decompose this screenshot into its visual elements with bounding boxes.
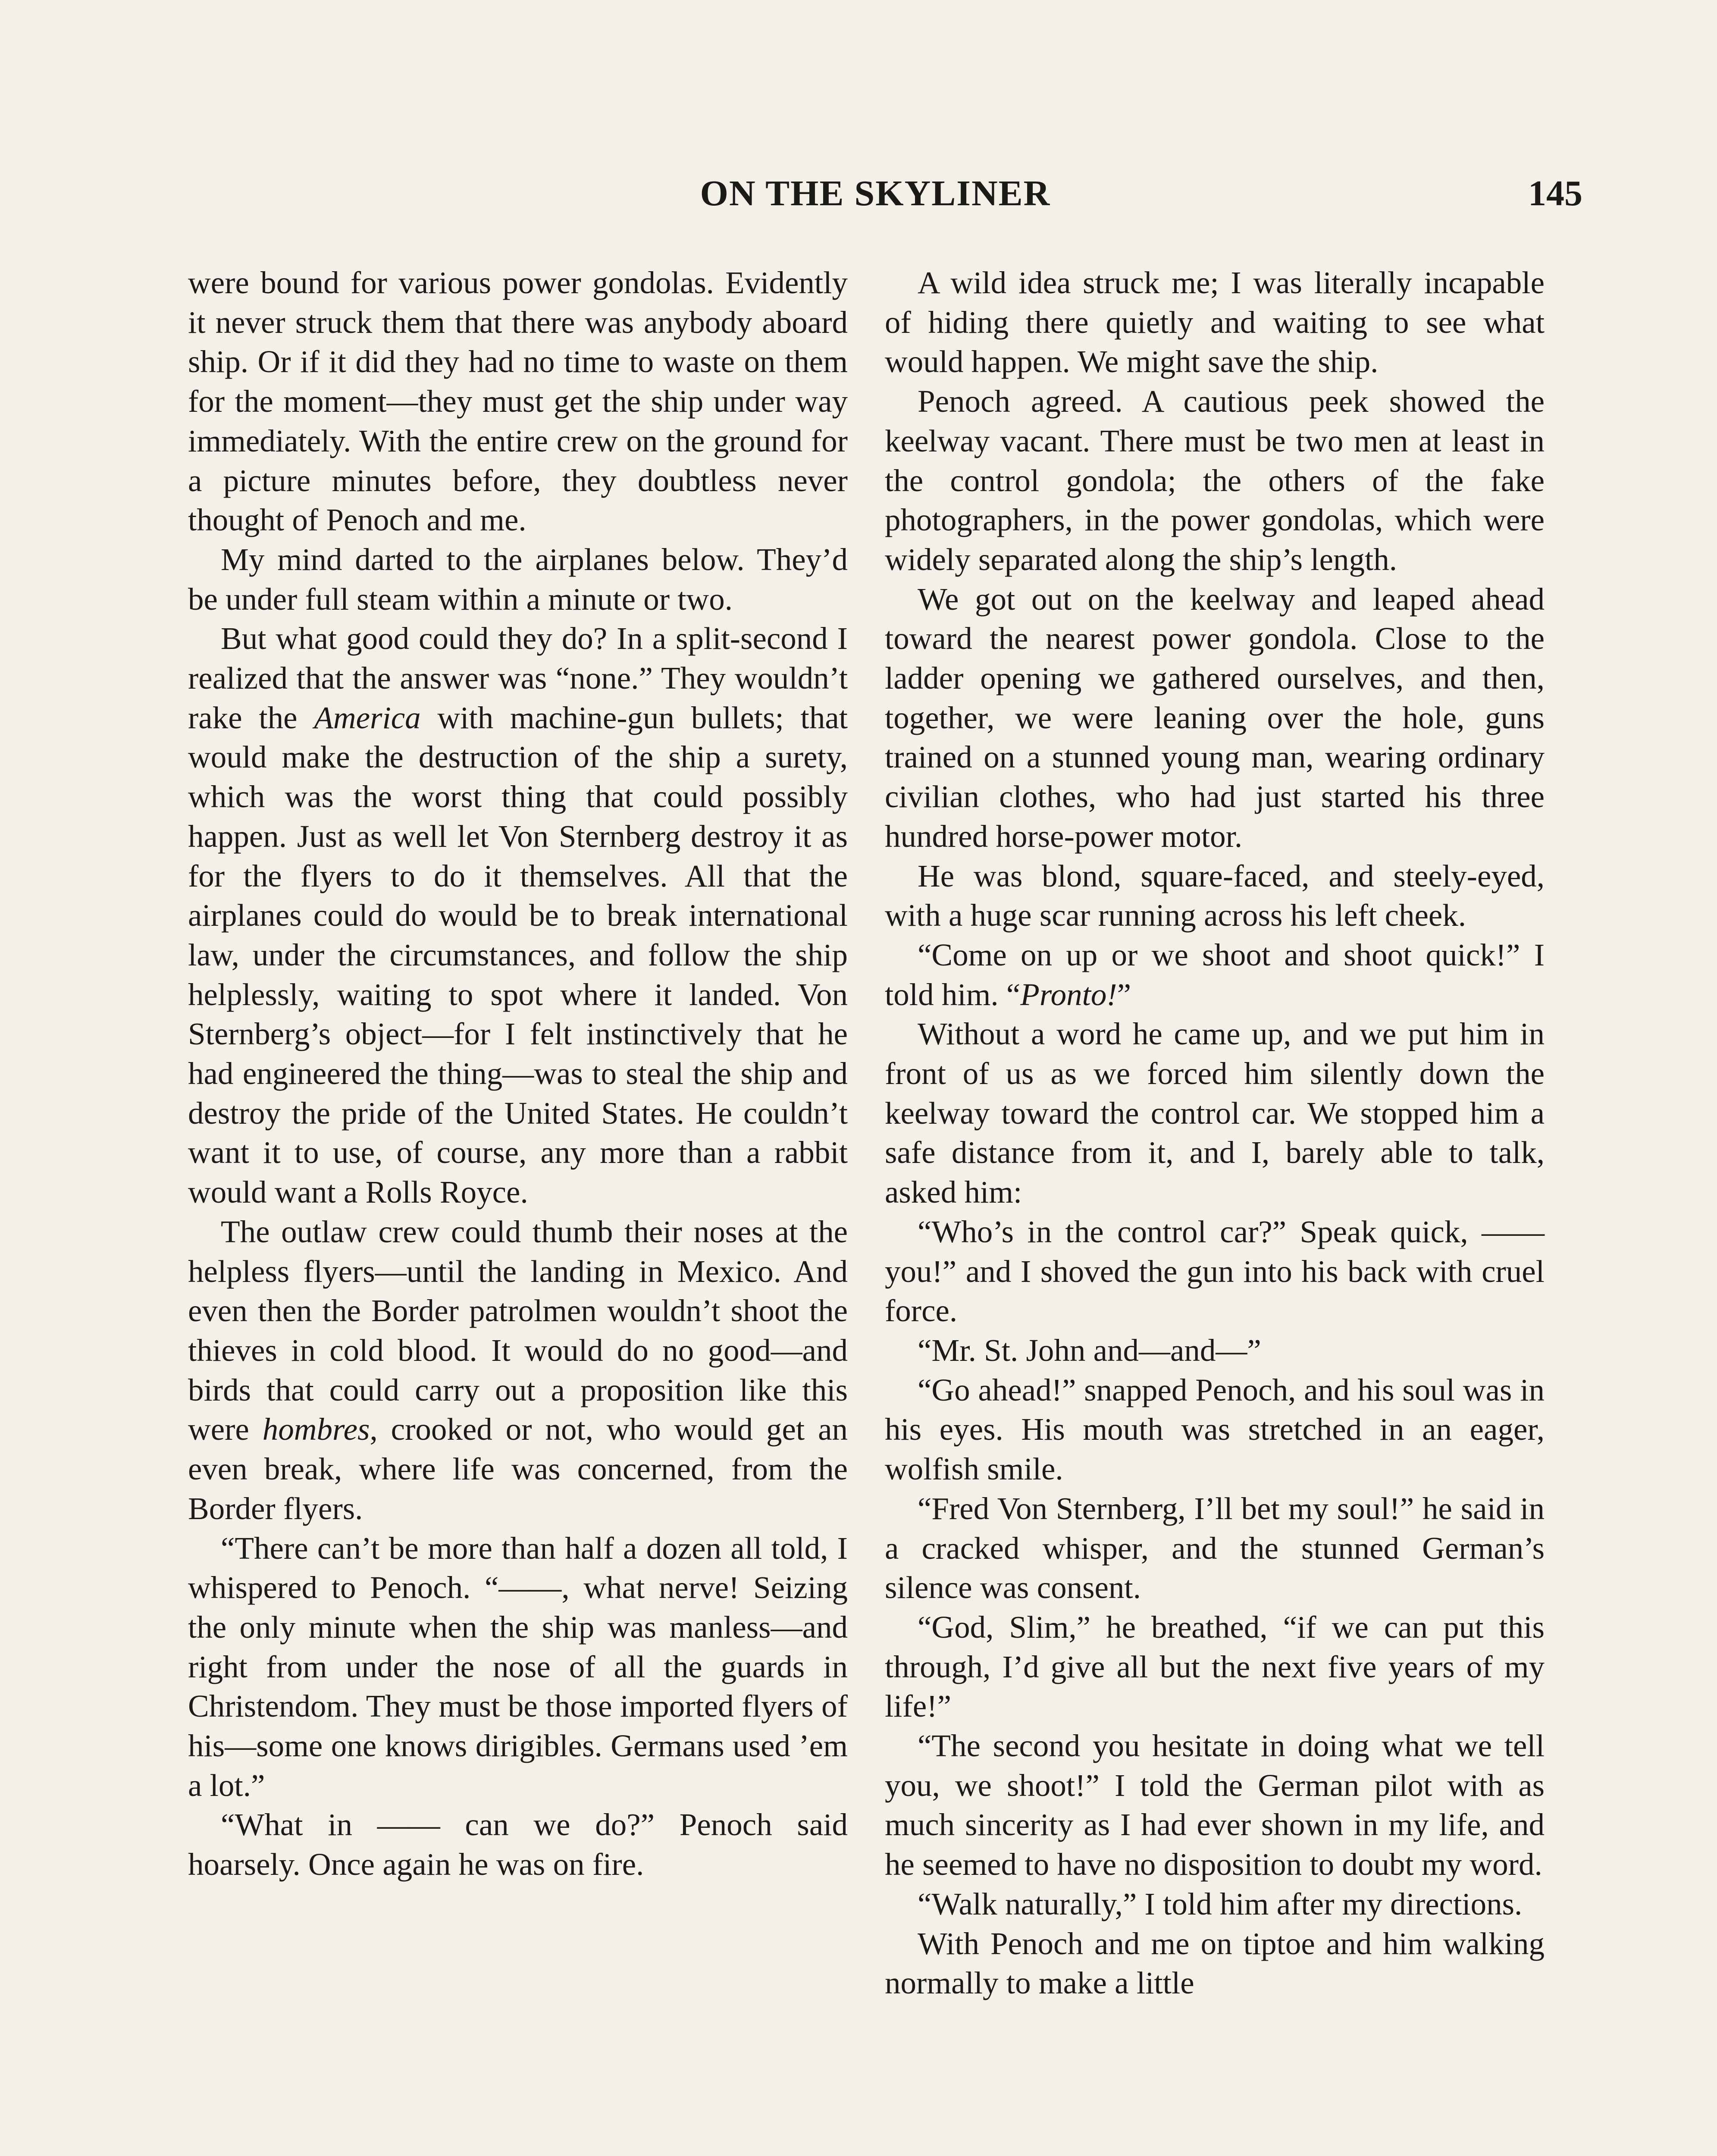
paragraph: “Come on up or we shoot and shoot quick!” I told him. “Pronto!” bbox=[885, 937, 1545, 1012]
paragraph: “Who’s in the control car?” Speak quick, —— you!” and I shoved the gun into his back with cruel force. bbox=[885, 1214, 1545, 1329]
paragraph: “God, Slim,” he breathed, “if we can put this through, I’d give all but the next five years of my life!” bbox=[885, 1609, 1545, 1724]
paragraph: But what good could they do? In a split-second I realized that the answer was “none.” They wouldn’t rake the America with machine-gun bullets; that would make the destruction of the ship a surety, which was the worst thing that could possibly happen. Just as well let Von Sternberg destroy it as for the flyers to do it themselves. All that the airplanes could do would be to break international law, under the circumstances, and follow the ship helplessly, waiting to spot where it landed. Von Sternberg’s object—for I felt instinctively that he had engineered the thing—was to steal the ship and destroy the pride of the United States. He couldn’t want it to use, of course, any more than a rabbit would want a Rolls Royce. bbox=[188, 621, 848, 1210]
paragraph: “What in —— can we do?” Penoch said hoarsely. Once again he was on fire. bbox=[188, 1807, 848, 1882]
paragraph: “Mr. St. John and—and—” bbox=[918, 1332, 1261, 1368]
paragraph: “There can’t be more than half a dozen all told, I whispered to Penoch. “——, what nerve! Seizing the only minute when the ship was manless—and right from under the nose of all the guards in Christendom. They must be those imported flyers of his—some one knows dirigibles. Germans used ’em a lot.” bbox=[188, 1530, 848, 1803]
paragraph: We got out on the keelway and leaped ahead toward the nearest power gondola. Close to the ladder opening we gathered ourselves, and then, together, we were leaning over the hole, guns trained on a stunned young man, wearing ordinary civilian clothes, who had just started his three hundred horse-power motor. bbox=[885, 581, 1545, 854]
paragraph: With Penoch and me on tiptoe and him walking normally to make a little bbox=[885, 1926, 1545, 2001]
paragraph: “Fred Von Sternberg, I’ll bet my soul!” he said in a cracked whisper, and the stunned German’s silence was consent. bbox=[885, 1491, 1545, 1605]
page-number: 145 bbox=[1528, 173, 1582, 213]
paragraph: A wild idea struck me; I was literally incapable of hiding there quietly and waiting to see what would happen. We might save the ship. bbox=[885, 265, 1545, 379]
paragraph: Without a word he came up, and we put him in front of us as we forced him silently down the keelway toward the control car. We stopped him a safe distance from it, and I, barely able to talk, asked him: bbox=[885, 1016, 1545, 1210]
paragraph: were bound for various power gondolas. Evidently it never struck them that there was anybody aboard ship. Or if it did they had no time to waste on them for the moment—they must get the ship under way immediately. With the entire crew on the ground for a picture minutes before, they doubtless never thought of Penoch and me. bbox=[188, 265, 848, 538]
paragraph: “Walk naturally,” I told him after my directions. bbox=[918, 1886, 1523, 1921]
paragraph: Penoch agreed. A cautious peek showed the keelway vacant. There must be two men at least in the control gondola; the others of the fake photographers, in the power gondolas, which were widely separated along the ship’s length. bbox=[885, 384, 1545, 577]
paragraph: The outlaw crew could thumb their noses at the helpless flyers—until the landing in Mexico. And even then the Border patrolmen wouldn’t shoot the thieves in cold blood. It would do no good—and birds that could carry out a proposition like this were hombres, crooked or not, who would get an even break, where life was concerned, from the Border flyers. bbox=[188, 1214, 848, 1526]
paragraph: “The second you hesitate in doing what we tell you, we shoot!” I told the German pilot with as much sincerity as I had ever shown in my life, and he seemed to have no disposition to doubt my word. bbox=[885, 1728, 1545, 1882]
italic-word: Pronto! bbox=[1020, 977, 1117, 1012]
running-title: ON THE SKYLINER bbox=[700, 173, 1051, 213]
ship-name-italic: America bbox=[314, 700, 421, 735]
paragraph: My mind darted to the airplanes below. They’d be under full steam within a minute or two. bbox=[188, 542, 848, 617]
italic-word: hombres bbox=[262, 1412, 370, 1447]
paragraph: “Go ahead!” snapped Penoch, and his soul was in his eyes. His mouth was stretched in an eager, wolfish smile. bbox=[885, 1372, 1545, 1487]
right-column bbox=[885, 263, 1545, 2003]
paragraph: He was blond, square-faced, and steely-eyed, with a huge scar running across his left cheek. bbox=[885, 858, 1545, 933]
left-column bbox=[188, 263, 848, 1884]
